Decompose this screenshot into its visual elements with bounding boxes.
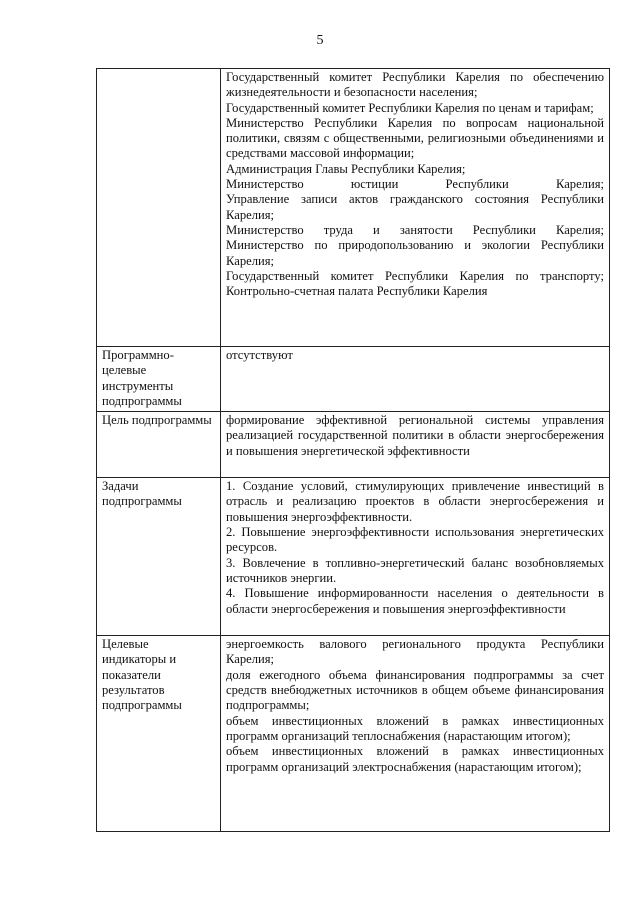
list-item: Государственный комитет Республики Карелия по обеспечению жизнедеятельности и безопасности населения;	[226, 70, 604, 100]
table-row	[97, 347, 610, 412]
row-label: Целевые индикаторы и показатели результатов подпрограммы	[97, 636, 221, 832]
list-item: Государственный комитет Республики Карелия по ценам и тарифам;	[226, 100, 594, 115]
table-row	[97, 69, 610, 347]
list-item: 3. Вовлечение в топливно-энергетический баланс возобновляемых источников энергии.	[226, 555, 604, 585]
list-item: энергоемкость валового регионального продукта Республики Карелия;	[226, 637, 604, 667]
list-item: 1. Создание условий, стимулирующих привлечение инвестиций в отрасль и реализацию проектов в области энергосбережения и повышения энергоэффективности.	[226, 479, 604, 524]
list-item: Министерство по природопользованию и экологии Республики Карелия;	[226, 238, 604, 268]
row-content	[221, 347, 610, 412]
list-item: объем инвестиционных вложений в рамках инвестиционных программ организаций теплоснабжения (нарастающим итогом);	[226, 713, 604, 743]
table-row	[97, 412, 610, 478]
list-item: Министерство юстиции Республики Карелия;	[226, 177, 604, 192]
list-item: Контрольно-счетная палата Республики Карелия	[226, 284, 488, 299]
row-label: Задачи подпрограммы	[97, 478, 221, 636]
row-label: Цель подпрограммы	[97, 412, 221, 478]
list-item: объем инвестиционных вложений в рамках инвестиционных программ организаций электроснабжения (нарастающим итогом);	[226, 744, 604, 774]
list-item: Государственный комитет Республики Карелия по транспорту;	[226, 268, 604, 283]
list-item: формирование эффективной региональной системы управления реализацией государственной политики в области энергосбережения и повышения энергетической эффективности	[226, 413, 604, 458]
table-row	[97, 636, 610, 832]
list-item: доля ежегодного объема финансирования подпрограммы за счет средств внебюджетных источников в общем объеме финансирования подпрограммы;	[226, 667, 604, 713]
list-item: отсутствуют	[226, 348, 293, 362]
row-label: Программно-целевые инструменты подпрограммы	[97, 347, 221, 412]
row-content	[221, 69, 610, 347]
list-item: Управление записи актов гражданского состояния Республики Карелия;	[226, 192, 604, 222]
list-item: Администрация Главы Республики Карелия;	[226, 161, 466, 176]
subprogram-passport-table	[96, 68, 610, 832]
table-row	[97, 478, 610, 636]
list-item: 2. Повышение энергоэффективности использования энергетических ресурсов.	[226, 525, 604, 555]
list-item: 4. Повышение информированности населения о деятельности в области энергосбережения и повышения энергоэффективности	[226, 586, 604, 616]
list-item: Министерство Республики Карелия по вопросам национальной политики, связям с общественными, религиозными объединениями и средствами массовой информации;	[226, 115, 604, 161]
row-content	[221, 478, 610, 636]
page-number: 5	[316, 33, 324, 48]
row-content	[221, 636, 610, 832]
list-item: Министерство труда и занятости Республики Карелия;	[226, 222, 604, 237]
row-label	[97, 69, 221, 347]
row-content	[221, 412, 610, 478]
